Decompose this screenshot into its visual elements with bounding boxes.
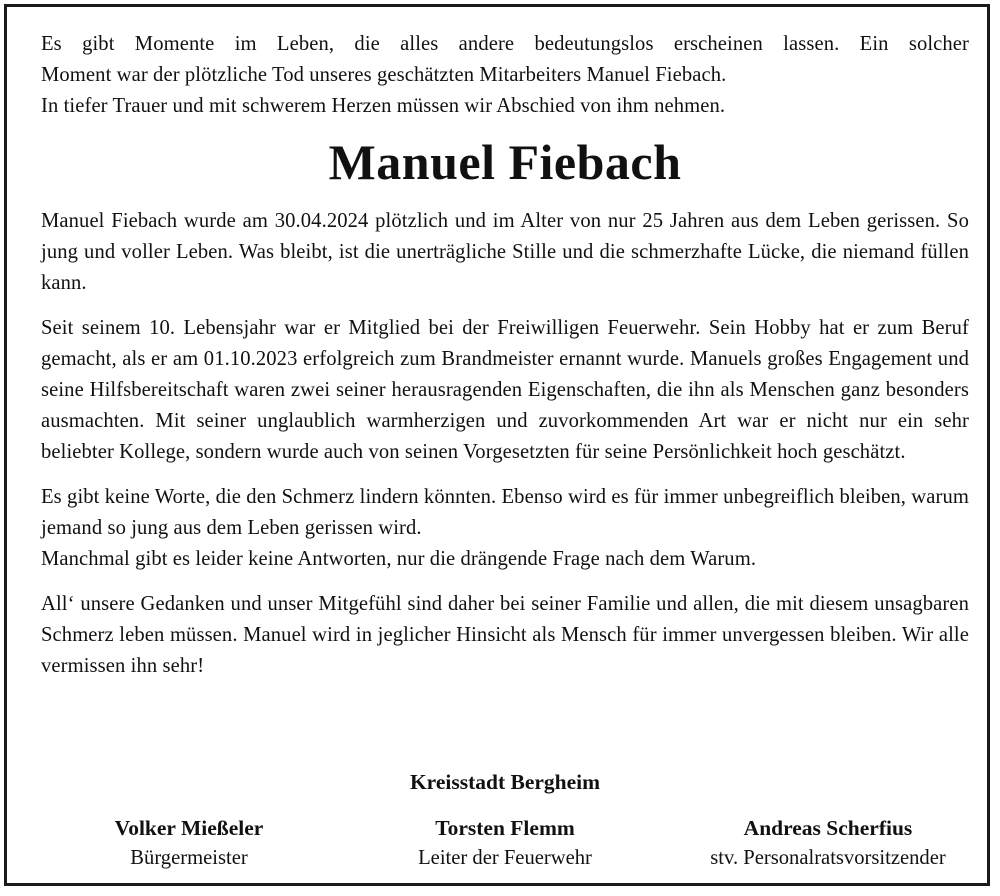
signatory-role: Bürgermeister (130, 847, 248, 869)
signatory-role: stv. Personalratsvorsitzender (710, 847, 946, 869)
paragraph: Manuel Fiebach wurde am 30.04.2024 plötzlich und im Alter von nur 25 Jahren aus dem Leben gerissen. So jung und voller Leben. Was bleibt, ist die unerträgliche Stille und die schmerzhafte Lücke, die niemand füllen kann. (41, 210, 969, 294)
intro-line: Es gibt Momente im Leben, die alles andere bedeutungslos erscheinen lassen. Ein solcher (41, 33, 969, 55)
paragraph: All‘ unsere Gedanken und unser Mitgefühl sind daher bei seiner Familie und allen, die mit diesem unsagbaren Schmerz leben müssen. Manuel wird in jeglicher Hinsicht als Mensch für immer unvergessen bleiben. Wir alle vermissen ihn sehr! (41, 593, 969, 677)
intro-line: In tiefer Trauer und mit schwerem Herzen müssen wir Abschied von ihm nehmen. (41, 95, 726, 117)
signatory-name: Volker Mießeler (114, 816, 264, 840)
signatory (29, 813, 349, 873)
signatory (345, 813, 665, 873)
paragraph: Es gibt keine Worte, die den Schmerz lindern könnten. Ebenso wird es für immer unbegreiflich bleiben, warum jemand so jung aus dem Leben gerissen wird. (41, 486, 969, 539)
organization-name: Kreisstadt Bergheim (409, 770, 601, 794)
signatory-name: Torsten Flemm (435, 816, 575, 840)
paragraph: Manchmal gibt es leider keine Antworten, nur die drängende Frage nach dem Warum. (41, 548, 757, 570)
obituary-frame (4, 4, 990, 886)
signatory-name: Andreas Scherfius (743, 816, 913, 840)
intro-block (41, 29, 969, 122)
obituary-content (41, 29, 969, 869)
intro-line: Moment war der plötzliche Tod unseres geschätzten Mitarbeiters Manuel Fiebach. (41, 64, 727, 86)
signatory (667, 813, 989, 873)
signatory-role: Leiter der Feuerwehr (418, 847, 592, 869)
deceased-name: Manuel Fiebach (328, 134, 682, 190)
paragraph: Seit seinem 10. Lebensjahr war er Mitglied bei der Freiwilligen Feuerwehr. Sein Hobby hat er zum Beruf gemacht, als er am 01.10.2023 erfolgreich zum Brandmeister ernannt wurde. Manuels großes Engagement und seine Hilfsbereitschaft waren zwei seiner herausragenden Eigenschaften, die ihn als Menschen ganz besonders ausmachten. Mit seiner unglaublich warmherzigen und zuvorkommenden Art war er nicht nur ein sehr beliebter Kollege, sondern wurde auch von seinen Vorgesetzten für seine Persönlichkeit hoch geschätzt. (41, 317, 969, 463)
